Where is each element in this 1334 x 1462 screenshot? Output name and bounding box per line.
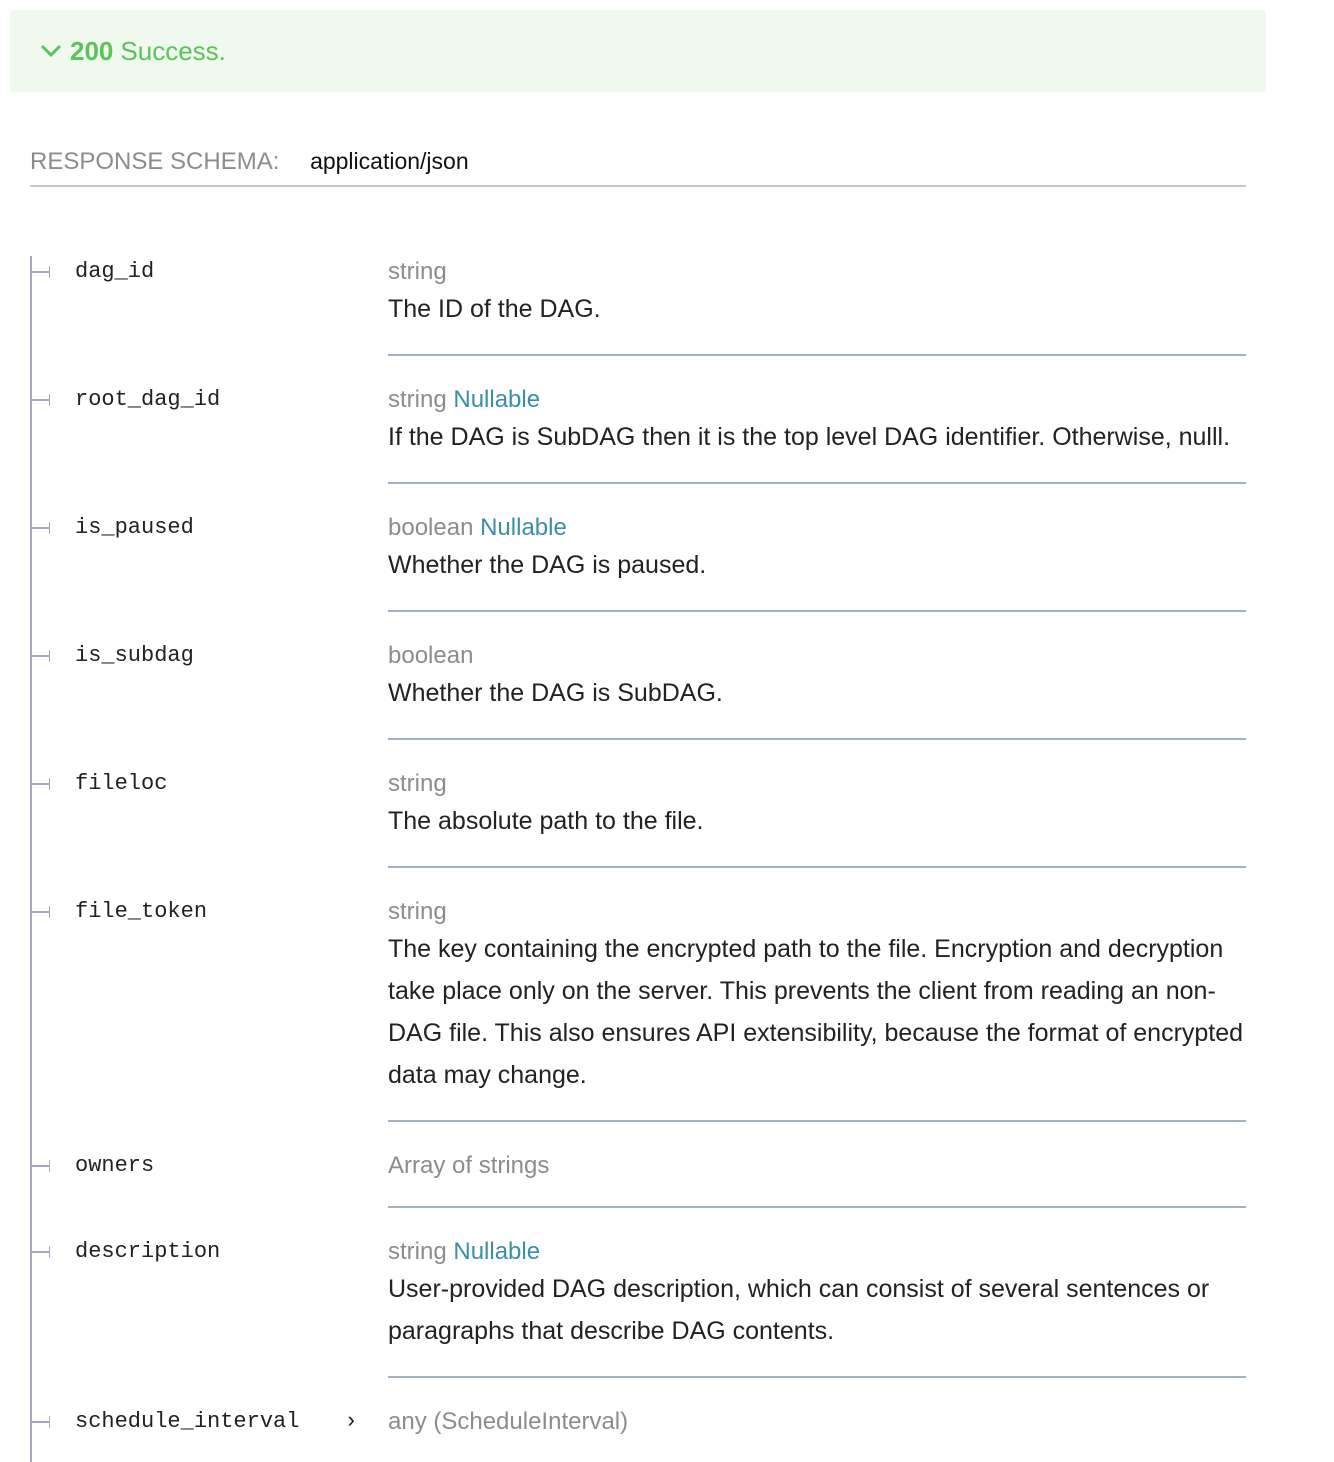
field-name-cell (30, 1378, 388, 1462)
tree-line (30, 868, 32, 1122)
field-type: string (388, 258, 447, 285)
tree-line (30, 740, 32, 868)
field-name-cell (30, 1122, 388, 1208)
field-type: boolean (388, 514, 474, 541)
field-info (388, 228, 1246, 356)
field-type: string (388, 386, 447, 413)
response-200-toggle[interactable] (10, 10, 1266, 92)
response-code: 200 (70, 35, 114, 66)
tree-branch (30, 527, 50, 529)
schema-field-list (30, 228, 1246, 1462)
field-type: Array of strings (388, 1152, 550, 1179)
field-info (388, 1378, 1246, 1462)
field-type: string (388, 1238, 447, 1265)
tree-branch (30, 655, 50, 657)
field-description: If the DAG is SubDAG then it is the top level DAG identifier. Otherwise, nulll. (388, 423, 1231, 451)
tree-line (30, 1378, 32, 1462)
tree-line (30, 1208, 32, 1378)
field-name: file_token (75, 899, 208, 924)
schema-label: RESPONSE SCHEMA: (30, 148, 280, 175)
schema-field-row (30, 1208, 1246, 1378)
field-type: string (388, 770, 447, 797)
field-info (388, 1208, 1246, 1378)
response-schema-header (30, 148, 1246, 187)
field-info (388, 1122, 1246, 1208)
field-name-cell (30, 484, 388, 612)
field-type: any (ScheduleInterval) (388, 1408, 629, 1435)
field-info (388, 484, 1246, 612)
field-info (388, 612, 1246, 740)
field-description: The key containing the encrypted path to the file. Encryption and decryption take place only on the server. This prevents the client from reading an non-DAG file. This also ensures API extensibility, because the format of encrypted data may change. (388, 935, 1244, 1089)
chevron-right-icon[interactable]: › (344, 1409, 358, 1434)
field-name: owners (75, 1153, 155, 1178)
tree-branch (30, 399, 50, 401)
nullable-badge: Nullable (480, 514, 567, 541)
field-description: Whether the DAG is paused. (388, 551, 707, 579)
field-info (388, 740, 1246, 868)
tree-line (30, 484, 32, 612)
tree-line (30, 356, 32, 484)
schema-field-row (30, 1122, 1246, 1208)
tree-branch (30, 783, 50, 785)
field-type-line (388, 1406, 1246, 1438)
field-type: boolean (388, 642, 474, 669)
field-name: description (75, 1239, 221, 1264)
field-type-line (388, 384, 1246, 416)
schema-field-row (30, 740, 1246, 868)
field-name-cell (30, 868, 388, 1122)
schema-field-row (30, 484, 1246, 612)
field-name-cell (30, 612, 388, 740)
field-type-line (388, 768, 1246, 800)
field-type-line (388, 640, 1246, 672)
tree-branch (30, 1251, 50, 1253)
field-type: string (388, 898, 447, 925)
tree-branch (30, 1165, 50, 1167)
field-name: fileloc (75, 771, 168, 796)
field-name-cell (30, 1208, 388, 1378)
field-name[interactable]: schedule_interval (75, 1409, 300, 1434)
schema-field-row (30, 868, 1246, 1122)
field-name-cell (30, 740, 388, 868)
schema-field-row (30, 228, 1246, 356)
schema-field-row (30, 612, 1246, 740)
field-info (388, 868, 1246, 1122)
response-message: Success. (120, 35, 226, 66)
field-description: The ID of the DAG. (388, 295, 601, 323)
field-description: User-provided DAG description, which can consist of several sentences or paragraphs that describe DAG contents. (388, 1275, 1210, 1345)
field-description: Whether the DAG is SubDAG. (388, 679, 723, 707)
field-type-line (388, 1150, 1246, 1182)
nullable-badge: Nullable (453, 386, 541, 413)
field-description: The absolute path to the file. (388, 807, 704, 835)
field-name: is_paused (75, 515, 194, 540)
field-name-cell (30, 356, 388, 484)
chevron-down-icon (40, 44, 62, 58)
field-type-line (388, 896, 1246, 928)
tree-branch (30, 271, 50, 273)
field-type-line (388, 256, 1246, 288)
field-info (388, 356, 1246, 484)
field-name: is_subdag (75, 643, 194, 668)
field-name: root_dag_id (75, 387, 221, 412)
tree-branch (30, 911, 50, 913)
nullable-badge: Nullable (453, 1238, 541, 1265)
field-name-cell (30, 228, 388, 356)
tree-branch (30, 1421, 50, 1423)
content-type: application/json (310, 148, 469, 174)
tree-line (30, 612, 32, 740)
field-type-line (388, 512, 1246, 544)
schema-field-row[interactable] (30, 1378, 1246, 1462)
field-name: dag_id (75, 259, 155, 284)
schema-field-row (30, 356, 1246, 484)
field-type-line (388, 1236, 1246, 1268)
